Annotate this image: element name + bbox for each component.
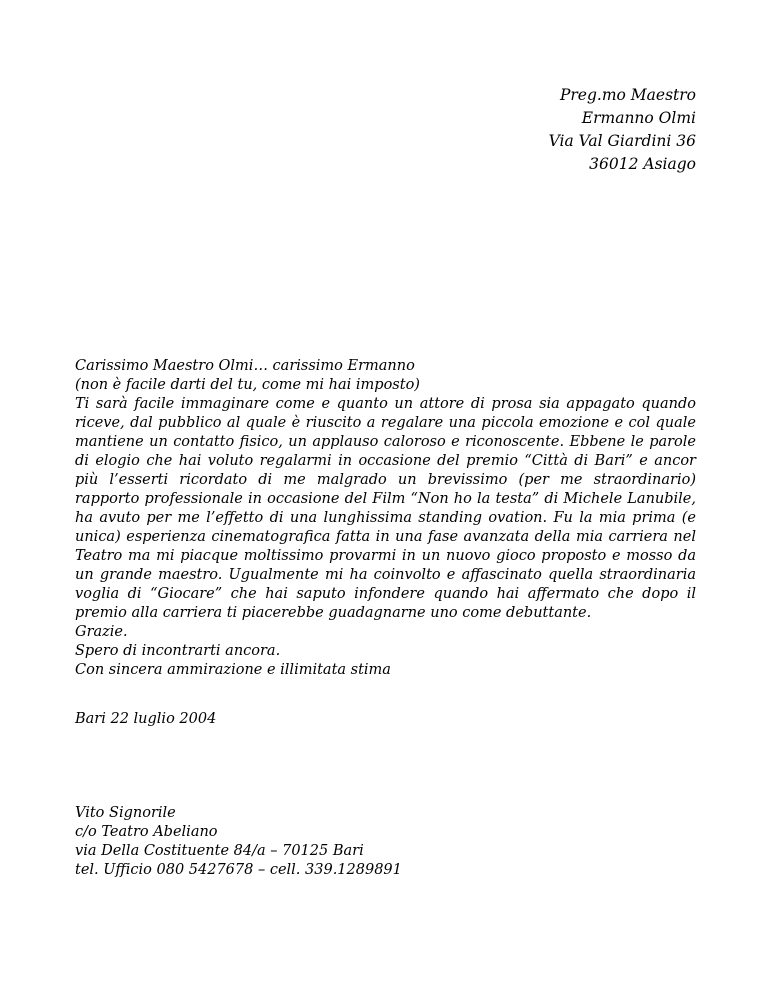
sender-address: via Della Costituente 84/a – 70125 Bari xyxy=(75,843,364,859)
letter-closing: Con sincera ammirazione e illimitata stima xyxy=(75,662,391,678)
recipient-name: Ermanno Olmi xyxy=(581,109,696,127)
sender-block xyxy=(75,804,402,880)
sender-name: Vito Signorile xyxy=(75,805,176,821)
recipient-title: Preg.mo Maestro xyxy=(559,86,696,104)
letter-hope: Spero di incontrarti ancora. xyxy=(75,643,281,659)
letter-date: Bari 22 luglio 2004 xyxy=(75,711,217,727)
sender-phone: tel. Ufficio 080 5427678 – cell. 339.1289891 xyxy=(75,862,402,878)
letter-greeting: Carissimo Maestro Olmi… carissimo Ermanno xyxy=(75,358,415,374)
recipient-street: Via Val Giardini 36 xyxy=(548,132,696,150)
letter-thanks: Grazie. xyxy=(75,624,128,640)
recipient-city: 36012 Asiago xyxy=(589,155,696,173)
sender-organization: c/o Teatro Abeliano xyxy=(75,824,218,840)
letter-body xyxy=(75,357,696,680)
letter-aside: (non è facile darti del tu, come mi hai imposto) xyxy=(75,377,420,393)
recipient-address-block xyxy=(549,84,696,176)
letter-main-paragraph: Ti sarà facile immaginare come e quanto un attore di prosa sia appagato quando riceve, dal pubblico al quale è riuscito a regalare una piccola emozione e col quale mantiene un contatto fisico, un applauso caloroso e riconoscente. Ebbene le parole di elogio che hai voluto regalarmi in occasione del premio “Città di Bari” e ancor più l’esserti ricordato di me malgrado un brevissimo (per me straordinario) rapporto professionale in occasione del Film “Non ho la testa” di Michele Lanubile, ha avuto per me l’effetto di una lunghissima standing ovation. Fu la mia prima (e unica) esperienza cinematografica fatta in una fase avanzata della mia carriera nel Teatro ma mi piacque moltissimo provarmi in un nuovo gioco proposto e mosso da un grande maestro. Ugualmente mi ha coinvolto e affascinato quella straordinaria voglia di “Giocare” che hai saputo infondere quando hai affermato che dopo il premio alla carriera ti piacerebbe guadagnarne uno come debuttante. xyxy=(75,396,696,621)
